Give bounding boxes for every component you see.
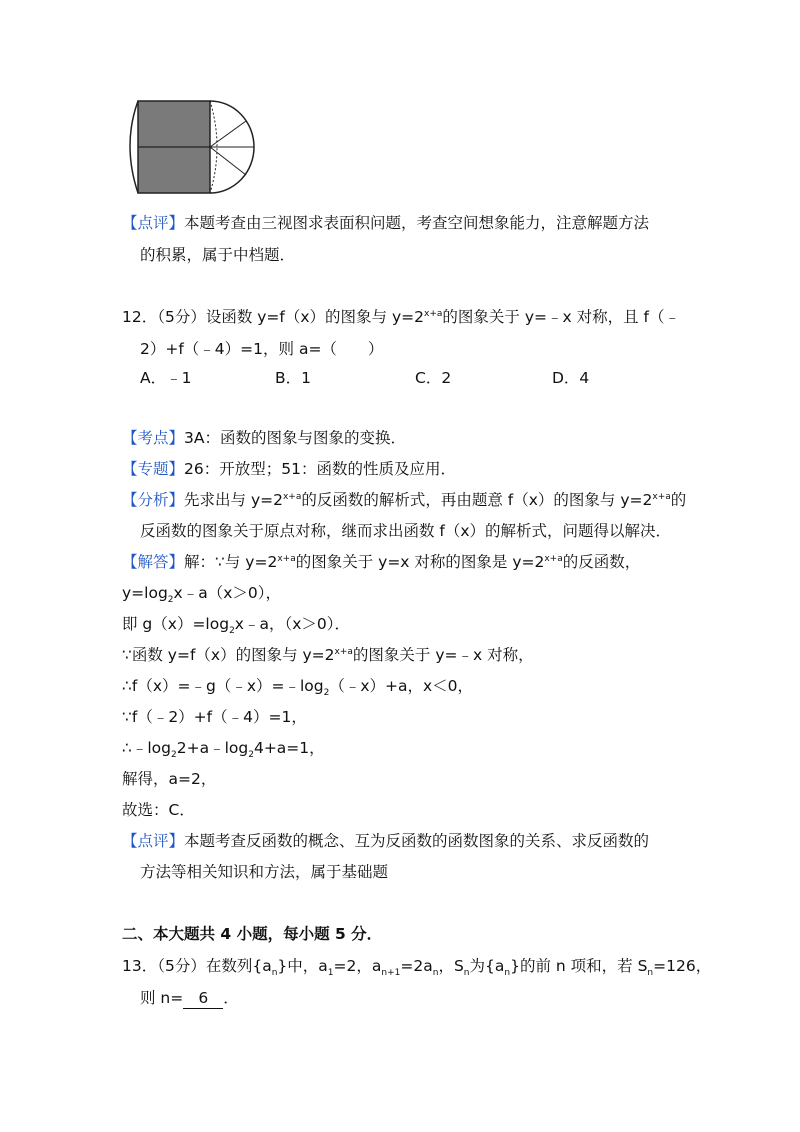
jieda-l2-b: x﹣a（x＞0）， [173,584,281,602]
jieda-tag: 【解答】 [122,553,185,571]
jieda-line7 [122,738,325,761]
jieda-l1-b: 的图象关于 y=x 对称的图象是 y=2 [295,553,545,571]
review2-text1: 本题考查反函数的概念、互为反函数的函数图象的关系、求反函数的 [184,832,650,850]
jieda-l7-c: 4+a=1， [253,739,325,757]
three-view-figure [120,95,260,200]
jieda-line3 [122,614,351,637]
jieda-l4-sup: x+a [334,646,353,657]
review2-tag: 【点评】 [122,832,185,850]
jieda-line1 [122,552,640,572]
jieda-l7-a: ∴﹣log [122,739,171,757]
q12-stem-line2: 2）+f（﹣4）=1，则 a=（ ） [140,340,384,358]
jieda-line5 [122,676,474,699]
jieda-l1-sup2: x+a [544,553,563,564]
q13-line1 [122,956,712,979]
jieda-l5-b: （﹣x）+a，x＜0， [329,677,474,695]
fenxi-l1-c: 的 [670,491,687,509]
review2-line2: 方法等相关知识和方法，属于基础题 [140,863,389,881]
jieda-l7-b: 2+a﹣log [176,739,249,757]
kaodian-tag: 【考点】 [122,429,185,447]
q13-l1-sub5: n [463,968,470,979]
zhuanti-tag: 【专题】 [122,460,185,478]
q13-l1-sub2: 1 [327,968,334,979]
jieda-l1-sup: x+a [277,553,296,564]
jieda-l2-sub: 2 [167,595,174,606]
fenxi-line2: 反函数的图象关于原点对称，继而求出函数 f（x）的解析式，问题得以解决． [140,522,672,540]
q13-l1-h: =126， [653,957,712,975]
zhuanti-text: 26：开放型；51：函数的性质及应用． [184,460,456,478]
q13-l1-sub1: n [271,968,278,979]
fenxi-line1 [122,490,686,510]
q13-answer-blank: 6 [183,988,223,1009]
jieda-l2-a: y=log [122,584,168,602]
q13-l1-c: =2，a [333,957,382,975]
jieda-l5-sub: 2 [323,688,330,699]
jieda-line8: 解得，a=2， [122,770,217,788]
jieda-line6: ∵f（﹣2）+f（﹣4）=1， [122,708,307,726]
fenxi-l1-a: 先求出与 y=2 [184,491,283,509]
jieda-l3-b: x﹣a，（x＞0）． [234,615,351,633]
jieda-l1-c: 的反函数， [562,553,641,571]
jieda-l5-a: ∴f（x）=﹣g（﹣x）=﹣log [122,677,324,695]
q13-l2-a: 则 n= [140,989,184,1007]
q13-l1-sub4: n [432,968,439,979]
jieda-l7-sub: 2 [171,750,177,761]
review1-line1 [122,213,649,233]
jieda-l3-sub: 2 [229,626,235,637]
jieda-l7-sub2: 2 [248,750,254,761]
kaodian-line [122,428,406,448]
jieda-line4 [122,645,534,665]
q13-l1-e: ，S [438,957,464,975]
q12-stem1-sup: x+a [424,308,443,319]
q12-option-d: D．4 [552,369,590,387]
review1-text1: 本题考查由三视图求表面积问题，考查空间想象能力，注意解题方法 [184,214,650,232]
q12-stem1-a: 12．（5分）设函数 y=f（x）的图象与 y=2 [122,308,425,326]
left-arc [130,101,138,193]
q12-stem-line1 [122,307,680,327]
q12-option-c: C．2 [415,369,452,387]
q13-l1-sub3: n+1 [381,968,401,979]
q13-l1-b: }中，a [277,957,328,975]
q13-l1-a: 13．（5分）在数列{a [122,957,272,975]
jieda-l4-b: 的图象关于 y=﹣x 对称， [352,646,534,664]
q13-l1-f: 为{a [469,957,505,975]
jieda-line9: 故选：C． [122,801,195,819]
fenxi-l1-b: 的反函数的解析式，再由题意 f（x）的图象与 y=2 [301,491,653,509]
review1-tag: 【点评】 [122,214,185,232]
fenxi-l1-sup2: x+a [652,491,671,502]
jieda-l3-a: 即 g（x）=log [122,615,230,633]
q13-l1-d: =2a [400,957,433,975]
q13-l1-g: }的前 n 项和，若 S [510,957,648,975]
section2-title: 二、本大题共 4 小题，每小题 5 分． [122,925,383,943]
q13-l2-b: ． [223,989,239,1007]
jieda-l1-a: 解：∵与 y=2 [184,553,278,571]
fenxi-tag: 【分析】 [122,491,185,509]
q13-l1-sub6: n [504,968,511,979]
fenxi-l1-sup: x+a [282,491,302,502]
q12-option-a: A．﹣1 [140,369,192,387]
kaodian-text: 3A：函数的图象与图象的变换． [184,429,406,447]
q13-l1-sub7: n [647,968,654,979]
q12-option-b: B．1 [275,369,311,387]
jieda-line2 [122,583,281,606]
review1-line2: 的积累，属于中档题． [140,246,296,264]
jieda-l4-a: ∵函数 y=f（x）的图象与 y=2 [122,646,335,664]
q13-line2 [140,988,239,1009]
radius-line-down [210,147,246,175]
q12-stem1-b: 的图象关于 y=﹣x 对称，且 f（﹣ [442,308,680,326]
zhuanti-line [122,459,456,479]
review2-line1 [122,831,649,851]
